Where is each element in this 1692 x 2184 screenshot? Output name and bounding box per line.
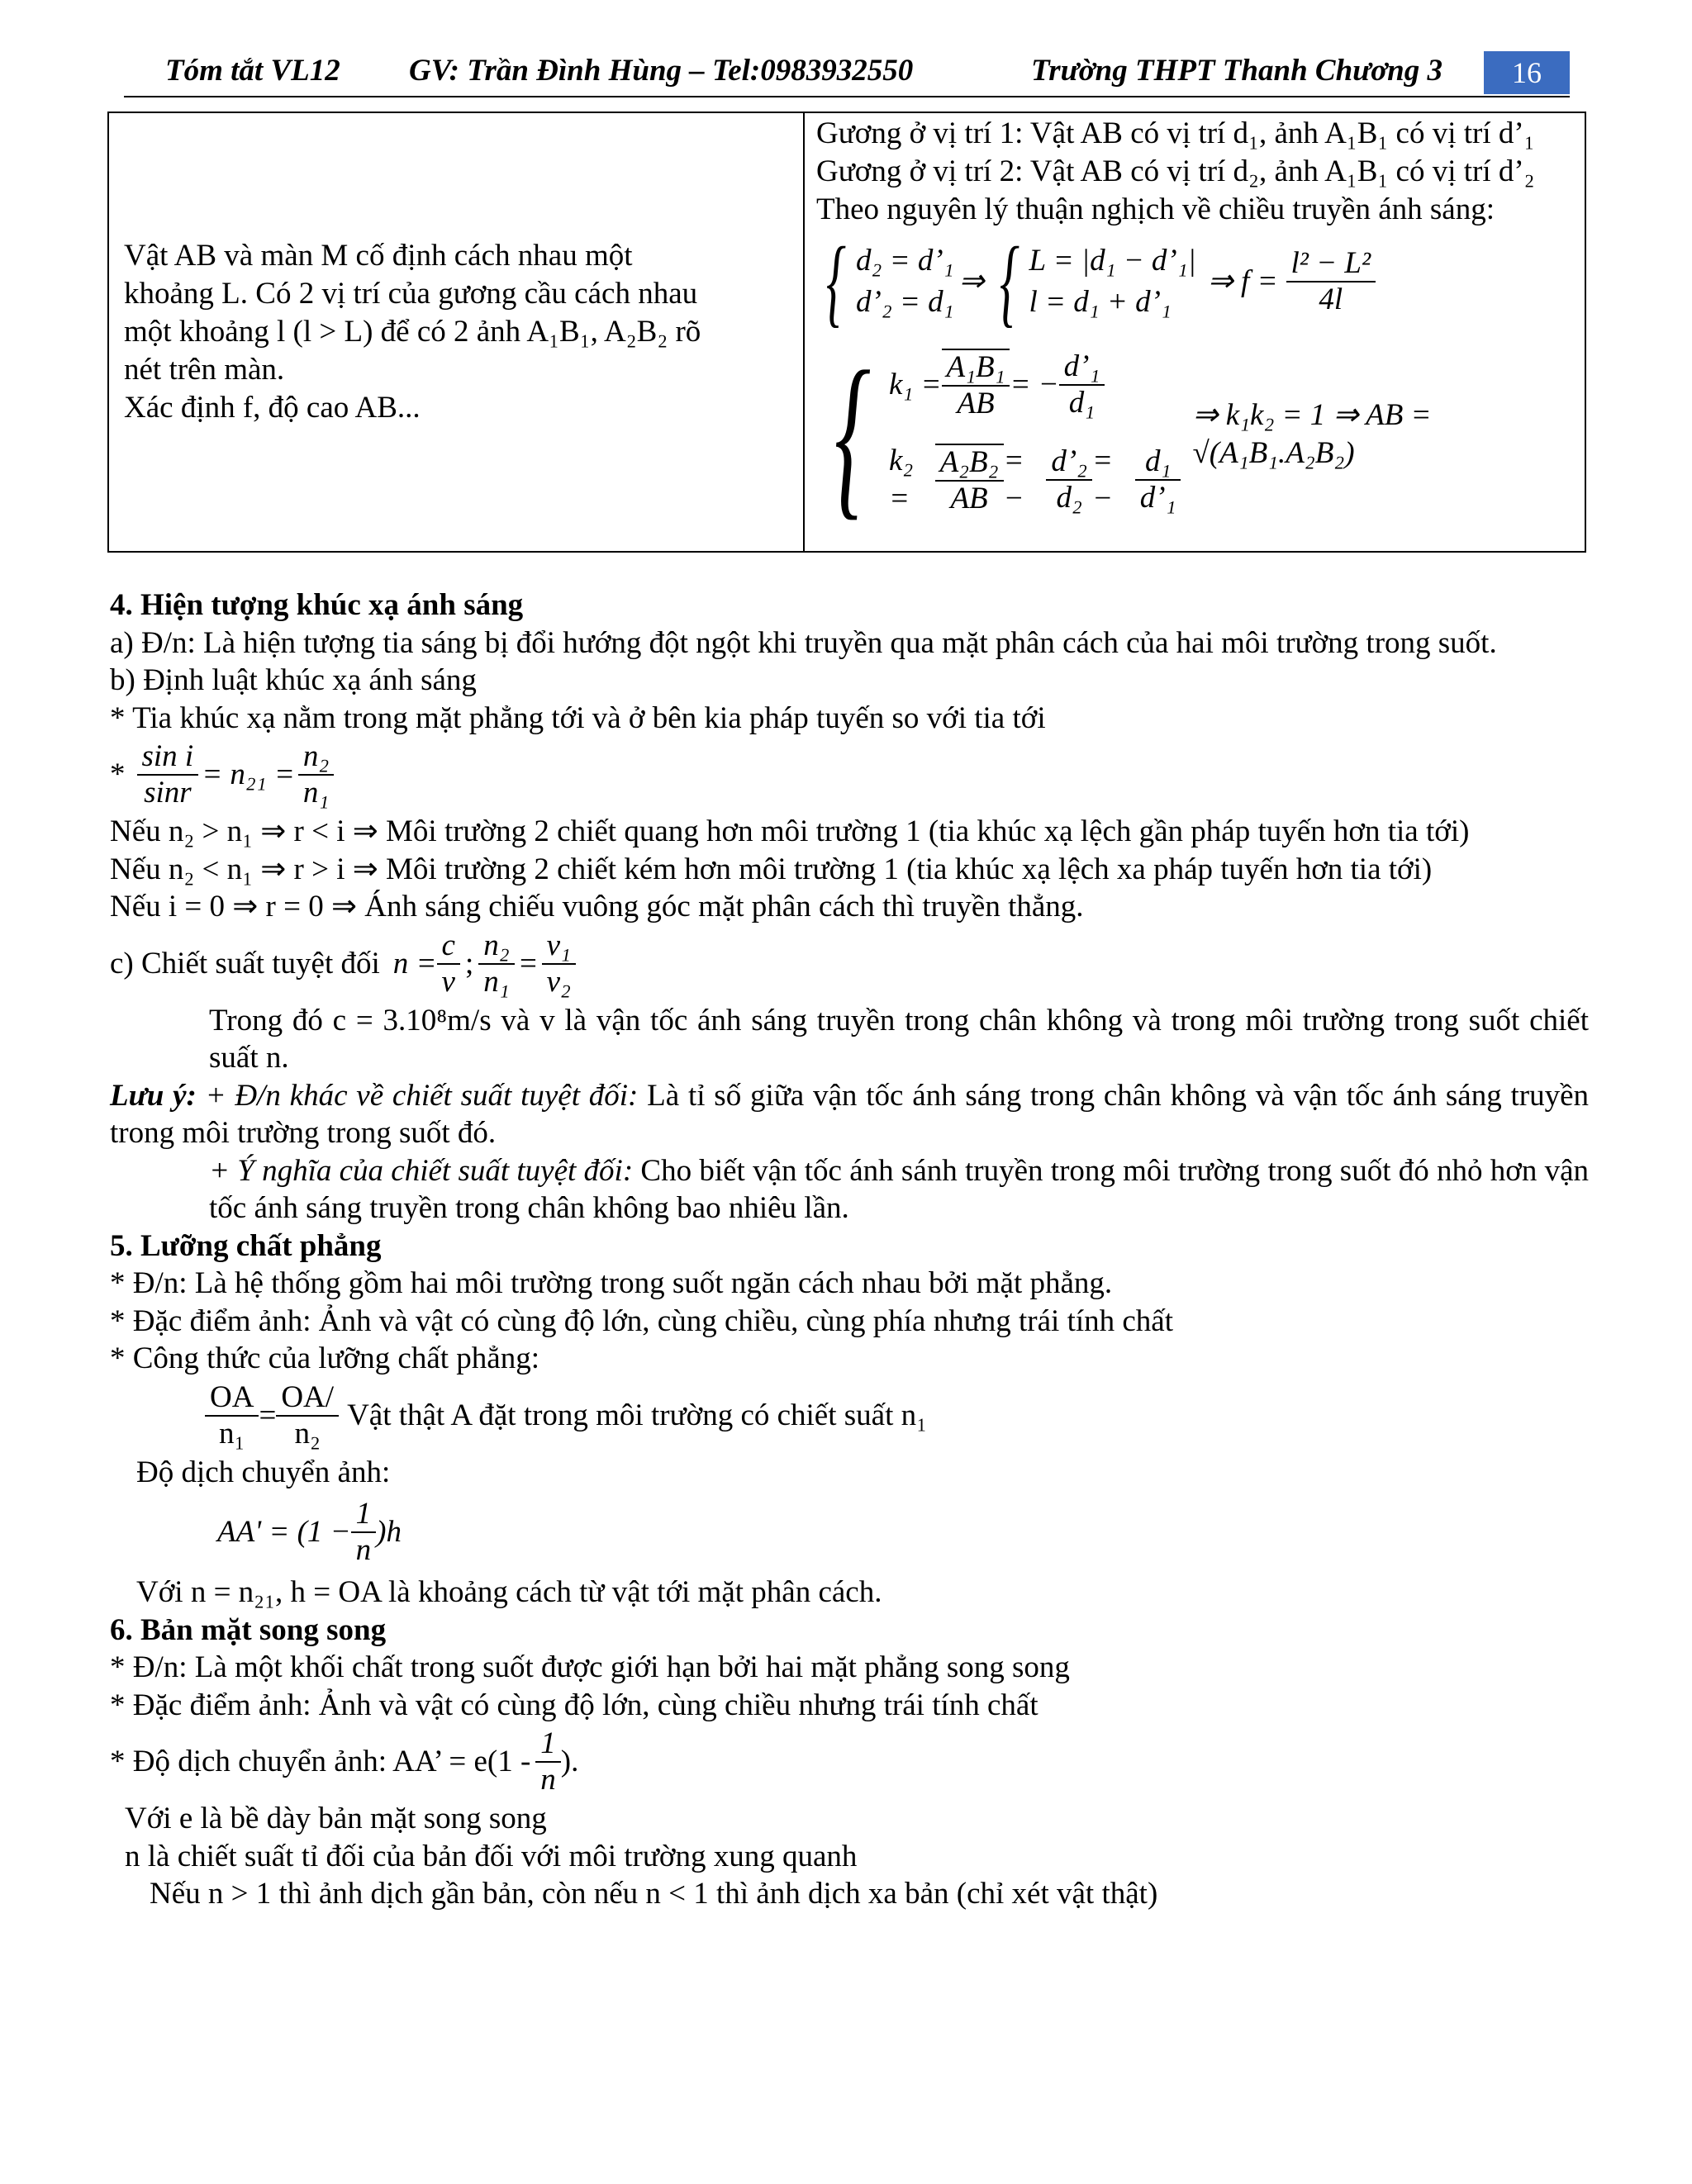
sec6-line-5: n là chiết suất tỉ đối của bản đối với môi trường xung quanh <box>125 1839 858 1873</box>
snell-formula: * $\frac{\text{sin i}}{\sin r}$ = n₂₁ = $\frac{\text{n₂}}{\text{n₁}}$ <box>110 737 1589 813</box>
problem-line: một khoảng l (l > L) để có 2 ảnh A₁B₁, A₂B₂ rõ <box>124 315 701 349</box>
sec4-law-title: b) Định luật khúc xạ ánh sáng <box>110 663 477 697</box>
sec6-line-2: * Đặc điểm ảnh: Ảnh và vật có cùng độ lớn, cùng chiều nhưng trái tính chất <box>110 1688 1038 1722</box>
solution-line: Gương ở vị trí 2: Vật AB có vị trí d₂, ảnh A₁B₁ có vị trí d’₂ <box>816 154 1535 188</box>
sec5-line-2: * Đặc điểm ảnh: Ảnh và vật có cùng độ lớn, cùng chiều, cùng phía nhưng trái tính chất <box>110 1303 1173 1338</box>
sec5-with: Với n = n₂₁, h = OA là khoảng cách từ vật tới mặt phân cách. <box>136 1575 882 1609</box>
header-rule <box>124 96 1570 97</box>
absolute-index-formula: c) Chiết suất tuyệt đối n = $\frac{c}{v}$ ; $\frac{\text{n₂}}{\text{n₁}}$ = $\frac{\text{v₁}}{\text{v₂}}$ <box>110 926 1589 1002</box>
mirror-problem-table <box>107 112 1586 553</box>
problem-statement-cell <box>108 112 804 552</box>
sec4-case-2: Nếu n₂ < n₁ ⇒ r > i ⇒ Môi trường 2 chiết kém hơn môi trường 1 (tia khúc xạ lệch xa pháp tuyến hơn tia tới) <box>110 852 1433 886</box>
system-equations <box>816 226 1576 336</box>
main-content <box>110 586 1589 1913</box>
left-brace: { <box>826 226 846 336</box>
f-lhs: ⇒ f = <box>1207 264 1278 298</box>
sec5-shift-label: Độ dịch chuyển ảnh: <box>136 1455 391 1489</box>
header-subject: Tóm tắt VL12 <box>165 54 340 88</box>
eq-d2-prime: d’₂ = d₁ <box>856 285 954 319</box>
k1-equation: k₁ = $\frac{\text{A₁B₁}}{AB}$ = − $\frac{\text{d’₁}}{\text{d₁}}$ <box>889 339 1181 430</box>
problem-line: Vật AB và màn M cố định cách nhau một <box>124 239 633 273</box>
sec5-line-3: * Công thức của lưỡng chất phẳng: <box>110 1341 540 1375</box>
sec6-line-1: * Đ/n: Là một khối chất trong suốt được giới hạn bởi hai mặt phẳng song song <box>110 1650 1070 1684</box>
f-fraction: $\frac{\text{l² − L²}}{4l}$ <box>1286 246 1376 317</box>
header-teacher: GV: Trần Đình Hùng – Tel:0983932550 <box>409 54 914 88</box>
page-number: 16 <box>1484 51 1570 94</box>
plane-formula: $\frac{OA}{\text{n₁}}$ = $\frac{OA/}{\text{n₂}}$ Vật thật A đặt trong môi trường có chiết suất n₁ <box>110 1378 1589 1454</box>
left-brace: { <box>834 334 871 535</box>
sec4-definition: a) Đ/n: Là hiện tượng tia sáng bị đổi hướng đột ngột khi truyền qua mặt phân cách của hai môi trường trong suốt. <box>110 625 1497 660</box>
sec4-law-1: * Tia khúc xạ nằm trong mặt phẳng tới và ở bên kia pháp tuyến so với tia tới <box>110 700 1046 735</box>
sec4-c-text: Trong đó c = 3.10⁸m/s và v là vận tốc ánh sáng truyền trong chân không và trong môi trường trong suốt chiết suất n. <box>209 1003 1589 1075</box>
eq-L: L = |d₁ − d’₁| <box>1029 244 1196 278</box>
problem-line: nét trên màn. <box>124 353 285 387</box>
magnification-system <box>816 331 1576 538</box>
shift-formula: AA' = (1 − $\frac{1}{n}$ )h <box>217 1497 402 1567</box>
sec4-case-3: Nếu i = 0 ⇒ r = 0 ⇒ Ánh sáng chiếu vuông góc mặt phân cách thì truyền thẳng. <box>110 890 1084 923</box>
problem-line: khoảng L. Có 2 vị trí của gương cầu cách nhau <box>124 277 698 311</box>
eq-l: l = d₁ + d’₁ <box>1029 285 1172 319</box>
solution-cell <box>804 112 1585 552</box>
problem-line: Xác định f, độ cao AB... <box>124 391 421 425</box>
k-result: ⇒ k₁k₂ = 1 ⇒ AB = √(A₁B₁.A₂B₂) <box>1192 398 1432 470</box>
sec5-line-1: * Đ/n: Là hệ thống gồm hai môi trường trong suốt ngăn cách nhau bởi mặt phẳng. <box>110 1266 1113 1300</box>
section-6-title: 6. Bản mặt song song <box>110 1612 387 1647</box>
eq-d2: d₂ = d’₁ <box>856 244 954 278</box>
solution-line: Theo nguyên lý thuận nghịch về chiều truyền ánh sáng: <box>816 192 1495 226</box>
header-school: Trường THPT Thanh Chương 3 <box>1031 54 1443 88</box>
left-brace: { <box>999 226 1019 336</box>
sec6-line-6: Nếu n > 1 thì ảnh dịch gần bản, còn nếu n < 1 thì ảnh dịch xa bản (chỉ xét vật thật) <box>150 1877 1158 1911</box>
page-header <box>124 48 1570 94</box>
section-4-title: 4. Hiện tượng khúc xạ ánh sáng <box>110 588 524 622</box>
sec4-case-1: Nếu n₂ > n₁ ⇒ r < i ⇒ Môi trường 2 chiết quang hơn môi trường 1 (tia khúc xạ lệch gần pháp tuyến hơn tia tới) <box>110 814 1470 848</box>
sec6-shift-formula: * Độ dịch chuyển ảnh: AA’ = e(1 - $\frac{1}{n}$ ). <box>110 1726 579 1797</box>
sec6-line-4: Với e là bề dày bản mặt song song <box>125 1802 547 1835</box>
sec4-note-1: Lưu ý: + Đ/n khác về chiết suất tuyệt đối: Là tỉ số giữa vận tốc ánh sáng trong chân không và vận tốc ánh sáng truyền trong môi trường trong suốt đó. <box>110 1078 1590 1150</box>
k2-equation: k₂ = $\frac{\text{A₂B₂}}{AB}$ = − $\frac{\text{d’₂}}{\text{d₂}}$ = − $\frac{\text{d₁}}{\text{d’₁}}$ <box>889 430 1181 529</box>
sec4-note-2: + Ý nghĩa của chiết suất tuyệt đối: Cho biết vận tốc ánh sánh truyền trong môi trường trong suốt đó nhỏ hơn vận tốc ánh sáng truyền trong chân không bao nhiêu lần. <box>209 1153 1590 1225</box>
section-5-title: 5. Lưỡng chất phẳng <box>110 1228 382 1263</box>
solution-line: Gương ở vị trí 1: Vật AB có vị trí d₁, ảnh A₁B₁ có vị trí d’₁ <box>816 116 1535 150</box>
implies-arrow: ⇒ <box>958 264 985 298</box>
